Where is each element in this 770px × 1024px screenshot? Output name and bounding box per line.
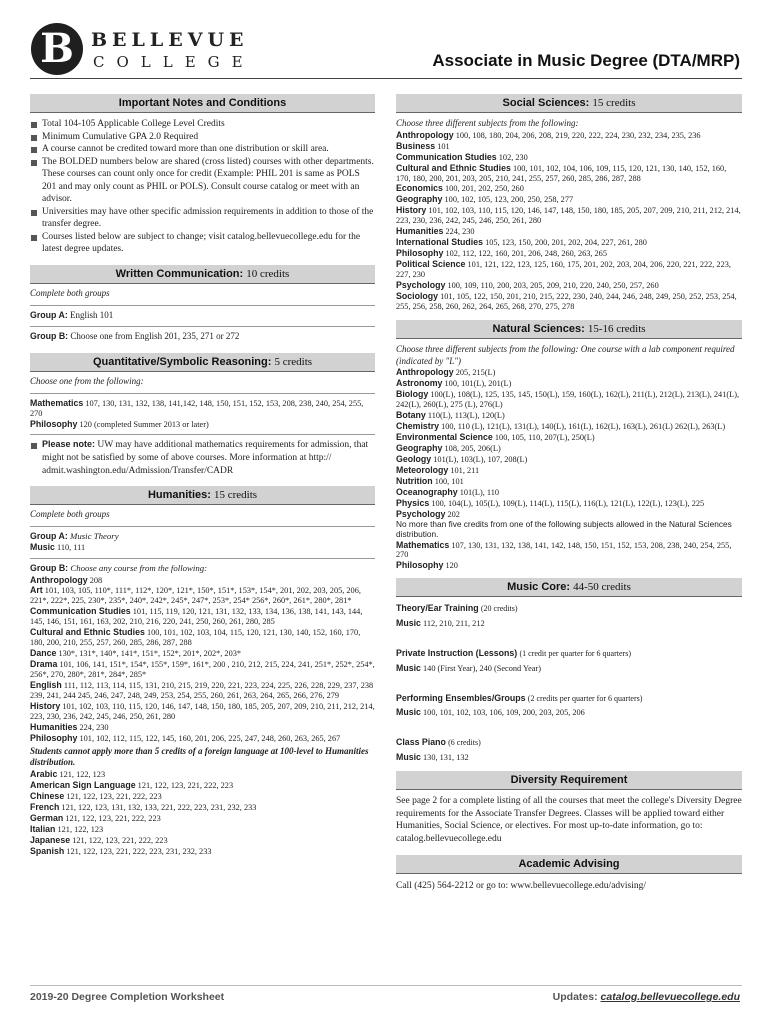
course-row <box>30 846 375 857</box>
divider <box>30 434 375 435</box>
course-subject: Anthropology <box>30 574 88 585</box>
written-group-b-label: Group B: <box>30 331 69 342</box>
divider <box>30 305 375 306</box>
section-header-advising <box>396 855 742 874</box>
course-subject: Italian <box>30 823 56 834</box>
quant-credits: 5 credits <box>274 355 313 368</box>
written-intro: Complete both groups <box>30 287 110 298</box>
course-row <box>396 205 742 226</box>
note-item: The BOLDED numbers below are shared (cross listed) courses with other departments. These courses can count only once for credit (Example: PHIL 201 is same as POLS 201 and may only count as PHIL or POLS). Consult course catalog or meet with an advisor. <box>30 156 375 206</box>
course-subject: Physics <box>396 497 430 508</box>
note-item: Universities may have other specific admission requirements in addition to those of the transfer degree. <box>30 206 375 231</box>
music-group-title: Private Instruction (Lessons) <box>396 648 518 659</box>
course-subject: History <box>396 205 427 216</box>
music-core-heading: Music Core: <box>507 581 571 594</box>
course-subject: Mathematics <box>396 539 450 550</box>
note-item: Total 104-105 Applicable College Level Credits <box>30 118 375 131</box>
diversity-text: See page 2 for a complete listing of all the courses that meet the college's Diversity Degree requirements for the Associate Transfer Degrees. Classes will be applied toward either Humanities, Social Science, or electives. For most up-to-date information, go to: catalog.bellevuecollege.edu <box>396 795 742 844</box>
course-numbers: 205, 215(L) <box>455 368 496 378</box>
course-row <box>396 163 742 184</box>
course-subject: Drama <box>30 659 58 670</box>
social-credits: 15 credits <box>592 97 636 109</box>
course-subject: Music <box>396 662 421 673</box>
music-group-detail: (2 credits per quarter for 6 quarters) <box>527 693 643 703</box>
course-subject: Geography <box>396 442 443 453</box>
natural-heading: Natural Sciences: <box>492 322 585 335</box>
course-subject: Arabic <box>30 769 58 780</box>
course-subject: Psychology <box>396 280 446 291</box>
right-column <box>396 94 742 893</box>
section-header-notes <box>30 94 375 113</box>
course-row <box>396 226 742 237</box>
section-header-diversity <box>396 771 742 790</box>
course-numbers: 121, 122, 123, 221, 222, 223, 231, 232, 233 <box>66 846 212 856</box>
music-group <box>396 603 742 629</box>
course-row <box>30 701 375 722</box>
music-core-groups <box>396 603 742 763</box>
course-subject: Anthropology <box>396 367 454 378</box>
course-numbers: 120 (completed Summer 2013 or later) <box>79 419 209 429</box>
quant-note-label: Please note: <box>42 439 96 450</box>
course-subject: Japanese <box>30 834 71 845</box>
course-subject: Anthropology <box>396 129 454 140</box>
music-group-detail: (6 credits) <box>448 738 481 748</box>
note-item: Minimum Cumulative GPA 2.0 Required <box>30 131 375 144</box>
course-row <box>30 659 375 680</box>
course-subject: Philosophy <box>396 560 444 571</box>
course-numbers: 110(L), 113(L), 120(L) <box>427 411 505 421</box>
course-numbers: 121, 122, 123, 221, 222, 223 <box>66 792 162 802</box>
course-subject: Biology <box>396 389 429 400</box>
quant-intro: Choose one from the following: <box>30 375 144 386</box>
course-subject: Chemistry <box>396 421 440 432</box>
course-numbers: 101, 115, 119, 120, 121, 131, 132, 133, 134, 136, 138, 141, 143, 144, 145, 146, 151, 161, 163, 202, 210, 216, 220, 241, 250, 260, 261, 280, 285 <box>30 607 363 627</box>
note-item: A course cannot be credited toward more than one distribution or skill area. <box>30 143 375 156</box>
logo-wordmark-line2: COLLEGE <box>93 53 255 71</box>
course-numbers: 121, 122, 123 <box>57 824 104 834</box>
quant-note-text: UW may have additional mathematics requirements for admission, that might not be satisfied by some of above courses. More information at http:// admit.washington.edu/Admission/Transfer/CADR <box>42 440 369 476</box>
divider <box>30 326 375 327</box>
quant-heading: Quantitative/Symbolic Reasoning: <box>92 355 272 368</box>
course-numbers: 121, 122, 123, 131, 132, 133, 221, 222, 223, 231, 232, 233 <box>61 803 257 813</box>
college-logo: B <box>31 23 83 75</box>
course-subject: American Sign Language <box>30 780 136 791</box>
course-row <box>396 389 742 410</box>
course-row <box>30 648 375 659</box>
section-header-social <box>396 94 742 113</box>
natural-credits: 15-16 credits <box>587 322 646 335</box>
written-group-a-text: English 101 <box>70 309 114 320</box>
quant-course-list <box>30 398 375 430</box>
course-row <box>30 813 375 824</box>
course-numbers: 100, 104(L), 105(L), 109(L), 114(L), 115(L), 116(L), 121(L), 122(L), 123(L), 225 <box>431 498 705 508</box>
course-row <box>396 141 742 152</box>
course-numbers: 121, 122, 123, 221, 222, 223 <box>72 835 168 845</box>
course-subject: Meteorology <box>396 464 449 475</box>
course-numbers: 130, 131, 132 <box>423 752 469 762</box>
music-group-heading <box>396 737 742 749</box>
course-subject: Astronomy <box>396 378 443 389</box>
course-numbers: 121, 122, 123, 221, 222, 223 <box>137 781 234 791</box>
course-numbers: 202 <box>447 509 460 519</box>
course-subject: Music <box>396 707 421 718</box>
notes-list <box>30 118 375 256</box>
course-numbers: 100, 201, 202, 250, 260 <box>445 184 524 194</box>
course-row <box>396 432 742 443</box>
section-header-written <box>30 265 375 284</box>
music-group <box>396 737 742 763</box>
course-row <box>30 780 375 791</box>
course-numbers: 100, 101 <box>434 476 464 486</box>
music-group-heading <box>396 648 742 660</box>
course-row <box>396 280 742 291</box>
course-row <box>396 367 742 378</box>
course-row <box>396 509 742 520</box>
left-column <box>30 94 375 857</box>
course-subject: International Studies <box>396 237 484 248</box>
header-divider <box>30 78 742 79</box>
course-numbers: 112, 210, 211, 212 <box>423 619 485 629</box>
course-numbers: 101 <box>437 141 450 151</box>
course-subject: Chinese <box>30 791 65 802</box>
course-numbers: 100, 109, 110, 200, 203, 205, 209, 210, 220, 240, 250, 257, 260 <box>447 281 659 291</box>
written-group-b-text: Choose one from English 201, 235, 271 or 272 <box>70 331 240 342</box>
course-numbers: 101, 105, 122, 150, 201, 210, 215, 222, 230, 240, 244, 246, 248, 249, 250, 252, 253, 254, 255, 256, 258, 260, 262, 264, 265, 268, 270, 275, 278 <box>396 291 737 311</box>
course-numbers: 224, 230 <box>79 722 109 732</box>
logo-wordmark-line1: BELLEVUE <box>91 29 249 51</box>
course-numbers: 101, 103, 105, 110*, 111*, 112*, 120*, 121*, 150*, 151*, 153*, 154*, 201, 202, 203, 205, 206, 221*, 222*, 225, 230*, 235*, 240*, 242*, 245*, 247*, 253*, 254* 256*, 260*, 261*, 280*, 281* <box>30 586 361 606</box>
course-row <box>396 540 742 561</box>
divider <box>30 526 375 527</box>
course-row <box>396 259 742 280</box>
course-row <box>396 248 742 259</box>
course-row <box>396 465 742 476</box>
footer-worksheet-label: 2019-20 Degree Completion Worksheet <box>30 991 225 1003</box>
music-group-detail: (1 credit per quarter for 6 quarters) <box>519 649 631 659</box>
divider <box>30 558 375 559</box>
course-numbers: 107, 130, 131, 132, 138, 141,142, 148, 150, 151, 152, 153, 208, 238, 240, 254, 255, 270 <box>30 398 364 418</box>
course-numbers: 102, 230 <box>498 152 528 162</box>
course-subject: Communication Studies <box>396 151 497 162</box>
music-group-heading <box>396 603 742 615</box>
music-group-detail: (20 credits) <box>480 604 518 614</box>
divider <box>30 393 375 394</box>
footer-updates <box>553 991 740 1005</box>
course-row <box>396 560 742 571</box>
written-credits: 10 credits <box>246 267 290 280</box>
course-numbers: 105, 123, 150, 200, 201, 202, 204, 227, 261, 280 <box>485 238 647 248</box>
language-note: Students cannot apply more than 5 credits of a foreign language at 100-level to Humanities distribution. <box>30 745 369 768</box>
course-numbers: 102, 112, 122, 160, 201, 206, 248, 260, 263, 265 <box>445 249 607 259</box>
course-subject: Botany <box>396 410 426 421</box>
humanities-intro: Complete both groups <box>30 509 110 520</box>
natural-course-list <box>396 367 742 519</box>
course-subject: German <box>30 812 64 823</box>
humanities-group-b-label: Group B: <box>30 563 69 574</box>
course-subject: Spanish <box>30 845 65 856</box>
course-row <box>396 183 742 194</box>
course-numbers: 101(L), 110 <box>459 487 500 497</box>
quant-note <box>30 439 375 477</box>
course-row <box>396 454 742 465</box>
humanities-group-a-label: Group A: <box>30 530 68 541</box>
course-subject: Geology <box>396 453 432 464</box>
notes-heading: Important Notes and Conditions <box>118 97 287 109</box>
section-header-natural <box>396 320 742 339</box>
course-numbers: 101, 121, 122, 123, 125, 160, 175, 201, 202, 203, 204, 206, 220, 221, 222, 223, 227, 230 <box>396 260 731 280</box>
course-subject: History <box>30 700 61 711</box>
course-row <box>396 410 742 421</box>
course-row <box>396 707 742 718</box>
music-group-title: Performing Ensembles/Groups <box>396 692 526 703</box>
course-row <box>396 752 742 763</box>
footer-updates-label: Updates: <box>552 991 598 1003</box>
humanities-group-a-text: Music Theory <box>70 530 119 541</box>
course-subject: Art <box>30 585 43 596</box>
course-numbers: 110, 111 <box>57 543 86 553</box>
music-core-credits: 44-50 credits <box>573 581 631 594</box>
course-numbers: 100, 110 (L), 121(L), 131(L), 140(L), 161(L), 162(L), 163(L), 261(L) 262(L), 263(L) <box>441 422 726 432</box>
course-row <box>30 722 375 733</box>
course-row <box>30 398 375 419</box>
course-numbers: 100, 102, 105, 123, 200, 250, 258, 277 <box>444 195 574 205</box>
course-subject: Sociology <box>396 290 439 301</box>
course-row <box>396 443 742 454</box>
course-numbers: 100, 101(L), 201(L) <box>444 379 512 389</box>
course-row <box>396 421 742 432</box>
course-numbers: 101, 106, 141, 151*, 154*, 155*, 159*, 161*, 200 , 210, 212, 215, 224, 241, 251*, 252*, 254*, 256*, 270, 280*, 281*, 284*, 285* <box>30 660 375 680</box>
written-heading: Written Communication: <box>115 267 244 280</box>
music-group-title: Theory/Ear Training <box>396 603 479 614</box>
course-row <box>396 291 742 312</box>
course-subject: Mathematics <box>30 397 84 408</box>
course-subject: Cultural and Ethnic Studies <box>396 162 511 173</box>
course-numbers: 100, 105, 110, 207(L), 250(L) <box>494 432 595 442</box>
course-subject: Music <box>396 751 421 762</box>
document-title: Associate in Music Degree (DTA/MRP) <box>432 51 740 70</box>
course-row <box>396 663 742 674</box>
course-row <box>30 802 375 813</box>
section-header-humanities <box>30 486 375 505</box>
course-numbers: 101(L), 103(L), 107, 208(L) <box>433 454 528 464</box>
footer-catalog-link[interactable]: catalog.bellevuecollege.edu <box>600 991 740 1003</box>
note-item: Courses listed below are subject to change; visit catalog.bellevuecollege.edu for the latest degree updates. <box>30 231 375 256</box>
course-subject: English <box>30 680 62 691</box>
course-numbers: 101, 102, 103, 110, 115, 120, 146, 147, 148, 150, 180, 185, 205, 207, 209, 210, 211, 212, 214, 223, 230, 236, 242, 245, 246, 250, 261, 280 <box>30 701 375 721</box>
course-numbers: 101, 211 <box>450 465 480 475</box>
course-row <box>30 606 375 627</box>
course-subject: Cultural and Ethnic Studies <box>30 627 145 638</box>
course-row <box>396 476 742 487</box>
course-row <box>30 627 375 648</box>
course-row <box>396 237 742 248</box>
natural-note: No more than five credits from one of the following subjects allowed in the Natural Sciences distribution. <box>396 518 732 539</box>
course-numbers: 100, 101, 102, 104, 106, 109, 115, 120, 121, 130, 140, 152, 160, 170, 180, 200, 201, 203, 205, 210, 241, 255, 257, 260, 285, 286, 287, 288 <box>396 163 727 183</box>
course-numbers: 100, 101, 102, 103, 106, 109, 200, 203, 205, 206 <box>423 708 585 718</box>
course-subject: Geography <box>396 194 443 205</box>
humanities-heading: Humanities: <box>147 489 211 502</box>
course-row <box>30 585 375 606</box>
course-subject: Humanities <box>30 721 78 732</box>
course-row <box>30 824 375 835</box>
diversity-heading: Diversity Requirement <box>510 773 628 786</box>
course-numbers: 140 (First Year), 240 (Second Year) <box>423 663 542 673</box>
music-group <box>396 693 742 719</box>
course-subject: Environmental Science <box>396 431 493 442</box>
humanities-course-list <box>30 575 375 744</box>
section-header-music-core <box>396 578 742 597</box>
course-row <box>396 487 742 498</box>
course-numbers: 101, 102, 112, 115, 122, 145, 160, 201, 206, 225, 247, 248, 260, 263, 265, 267 <box>79 733 341 743</box>
course-numbers: 100, 108, 180, 204, 206, 208, 219, 220, 222, 224, 230, 232, 234, 235, 236 <box>455 130 701 140</box>
social-course-list <box>396 130 742 312</box>
advising-heading: Academic Advising <box>518 858 620 871</box>
social-heading: Social Sciences: <box>502 97 590 109</box>
course-subject: Music <box>396 618 421 629</box>
course-row <box>396 378 742 389</box>
course-numbers: 108, 205, 206(L) <box>444 443 501 453</box>
course-numbers: 107, 130, 131, 132, 138, 141, 142, 148, 150, 151, 152, 153, 208, 238, 240, 254, 255, 270 <box>396 540 732 560</box>
course-numbers: 208 <box>89 575 103 585</box>
course-numbers: 100(L), 108(L), 125, 135, 145, 150(L), 159, 160(L), 162(L), 211(L), 212(L), 213(L), 241(L), 242(L), 260(L), 275 (L), 276(L) <box>396 390 740 410</box>
course-row <box>396 152 742 163</box>
course-row <box>30 835 375 846</box>
course-subject: Communication Studies <box>30 606 131 617</box>
social-intro: Choose three different subjects from the following: <box>396 118 579 128</box>
humanities-credits: 15 credits <box>213 489 258 502</box>
course-numbers: 130*, 131*, 140*, 141*, 151*, 152*, 201*, 202*, 203* <box>58 649 242 659</box>
course-row <box>396 194 742 205</box>
course-subject: Psychology <box>396 508 446 519</box>
humanities-group-b-text: Choose any course from the following: <box>70 563 208 574</box>
course-numbers: 111, 112, 113, 114, 115, 131, 210, 215, 219, 220, 221, 223, 224, 225, 226, 228, 229, 237, 238 239, 241, 244 245, 246, 247, 248, 249, 253, 254, 255, 260, 261, 263, 264, 265, 266, 276, 279 <box>30 681 374 701</box>
course-row <box>396 130 742 141</box>
section-header-quant <box>30 353 375 372</box>
music-group-heading <box>396 693 742 705</box>
course-subject: Political Science <box>396 259 466 270</box>
page-header <box>0 0 770 90</box>
course-subject: French <box>30 802 60 813</box>
natural-intro: Choose three different subjects from the following: One course with a lab component required (indicated by "L") <box>396 343 735 366</box>
course-subject: Philosophy <box>30 418 78 429</box>
course-subject: Business <box>396 140 436 151</box>
written-group-a-label: Group A: <box>30 309 68 320</box>
course-subject: Nutrition <box>396 475 433 486</box>
course-numbers: 121, 122, 123, 221, 222, 223 <box>65 813 161 823</box>
course-numbers: 101, 102, 103, 110, 115, 120, 146, 147, 148, 150, 180, 185, 205, 207, 209, 210, 211, 212, 214, 223, 230, 236, 242, 245, 246, 250, 261, 280 <box>396 206 741 226</box>
course-subject: Philosophy <box>396 248 444 259</box>
language-course-list <box>30 769 375 857</box>
course-row <box>30 419 375 430</box>
course-row <box>396 618 742 629</box>
natural-extra-course-list <box>396 540 742 572</box>
course-subject: Economics <box>396 183 443 194</box>
course-row <box>396 498 742 509</box>
course-subject: Philosophy <box>30 732 78 743</box>
course-numbers: 224, 230 <box>445 227 475 237</box>
music-group-title: Class Piano <box>396 737 446 748</box>
course-row <box>30 769 375 780</box>
advising-text[interactable]: Call (425) 564-2212 or go to: www.bellevuecollege.edu/advising/ <box>396 881 647 892</box>
course-subject: Music <box>30 542 55 553</box>
course-numbers: 120 <box>445 561 458 571</box>
course-subject: Oceanography <box>396 486 458 497</box>
course-numbers: 121, 122, 123 <box>59 770 106 780</box>
course-numbers: 100, 101, 102, 103, 104, 115, 120, 121, 130, 140, 152, 160, 170, 180, 200, 210, 255, 257, 260, 285, 286, 287, 288 <box>30 628 361 648</box>
course-subject: Dance <box>30 648 57 659</box>
music-group <box>396 648 742 674</box>
course-row <box>30 575 375 586</box>
course-row <box>30 733 375 744</box>
course-row <box>30 680 375 701</box>
course-row <box>30 791 375 802</box>
course-subject: Humanities <box>396 226 444 237</box>
footer-divider <box>30 985 742 986</box>
